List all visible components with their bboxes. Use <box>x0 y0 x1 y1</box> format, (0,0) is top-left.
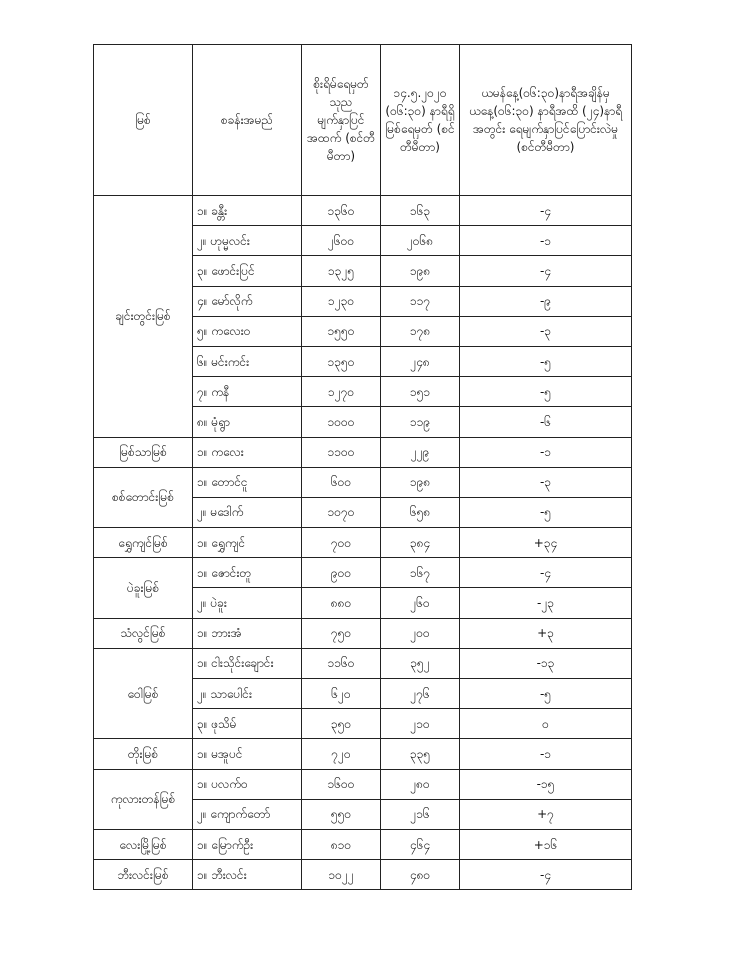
current-level-cell: ၂၈၀ <box>381 769 460 799</box>
header-current-level: ၁၄.၅.၂၀၂၀ (၀၆:၃၀) နာရီရှိ မြစ်ရေမှတ် (စင်တီမီတာ) <box>381 45 460 196</box>
current-level-cell: ၃၅၂ <box>381 648 460 678</box>
table-row <box>94 618 632 648</box>
station-cell: ၄။ မော်လိုက် <box>193 286 302 316</box>
danger-level-cell: ၁၅၅၀ <box>302 316 381 346</box>
current-level-cell: ၂၀၆၈ <box>381 226 460 256</box>
current-level-cell: ၂၇၆ <box>381 679 460 709</box>
header-row <box>94 45 632 196</box>
station-cell: ၁။ ဇောင်းတူ <box>193 558 302 588</box>
danger-level-cell: ၃၅၀ <box>302 709 381 739</box>
danger-level-cell: ၁၃၅၀ <box>302 346 381 376</box>
danger-level-cell: ၁၁၀၀ <box>302 437 381 467</box>
station-cell: ၅။ ကလေးဝ <box>193 316 302 346</box>
change-cell: -၂၃ <box>460 588 632 618</box>
river-name-cell: ဘီးလင်းမြစ် <box>94 860 193 890</box>
current-level-cell: ၁၉၈ <box>381 256 460 286</box>
danger-level-cell: ၁၆၀၀ <box>302 769 381 799</box>
danger-level-cell: ၆၀၀ <box>302 467 381 497</box>
station-cell: ၂။ ပဲခူး <box>193 588 302 618</box>
river-name-cell: ရွှေကျင်မြစ် <box>94 528 193 558</box>
river-name-cell: ကုလားတန်မြစ် <box>94 769 193 829</box>
current-level-cell: ၁၁၉ <box>381 407 460 437</box>
station-cell: ၈။ မုံရွာ <box>193 407 302 437</box>
table-row <box>94 648 632 678</box>
table-row <box>94 437 632 467</box>
river-name-cell: သံလွင်မြစ် <box>94 618 193 648</box>
danger-level-cell: ၇၀၀ <box>302 528 381 558</box>
station-cell: ၃။ ဖုသိမ် <box>193 709 302 739</box>
danger-level-cell: ၇၅၀ <box>302 618 381 648</box>
table-row <box>94 196 632 226</box>
river-name-cell: ချင်းတွင်းမြစ် <box>94 196 193 438</box>
change-cell: +၁၆ <box>460 829 632 859</box>
change-cell: -၄ <box>460 256 632 286</box>
danger-level-cell: ၅၅၀ <box>302 799 381 829</box>
header-station: စခန်းအမည် <box>193 45 302 196</box>
station-cell: ၁။ ကလေး <box>193 437 302 467</box>
change-cell: -၄ <box>460 558 632 588</box>
river-name-cell: စစ်တောင်းမြစ် <box>94 467 193 527</box>
table-row <box>94 528 632 558</box>
station-cell: ၁။ ပလက်ဝ <box>193 769 302 799</box>
change-cell: -၄ <box>460 196 632 226</box>
current-level-cell: ၁၆၃ <box>381 196 460 226</box>
danger-level-cell: ၁၀၂၂ <box>302 860 381 890</box>
header-danger-level: စိုးရိမ်ရေမှတ် သုည မျက်နှာပြင် အထက် (စင်တီမီတာ) <box>302 45 381 196</box>
change-cell: -၁ <box>460 437 632 467</box>
station-cell: ၁။ တောင်ငူ <box>193 467 302 497</box>
station-cell: ၁။ ငါးသိုင်းချောင်း <box>193 648 302 678</box>
danger-level-cell: ၁၂၃၀ <box>302 286 381 316</box>
current-level-cell: ၂၂၉ <box>381 437 460 467</box>
station-cell: ၃။ ဖောင်းပြင် <box>193 256 302 286</box>
station-cell: ၁။ ရွှေကျင် <box>193 528 302 558</box>
change-cell: ၀ <box>460 709 632 739</box>
current-level-cell: ၁၅၁ <box>381 377 460 407</box>
danger-level-cell: ၁၂၇၀ <box>302 377 381 407</box>
change-cell: -၁၃ <box>460 648 632 678</box>
table-body <box>94 196 632 890</box>
change-cell: -၆ <box>460 407 632 437</box>
current-level-cell: ၁၁၇ <box>381 286 460 316</box>
station-cell: ၁။ ဘီးလင်း <box>193 860 302 890</box>
table-row <box>94 467 632 497</box>
water-level-table <box>93 44 632 890</box>
current-level-cell: ၆၅၈ <box>381 497 460 527</box>
change-cell: -၅ <box>460 497 632 527</box>
danger-level-cell: ၁၃၂၅ <box>302 256 381 286</box>
current-level-cell: ၂၄၈ <box>381 346 460 376</box>
change-cell: -၁ <box>460 226 632 256</box>
river-name-cell: တိုးမြစ် <box>94 739 193 769</box>
danger-level-cell: ၆၂၀ <box>302 679 381 709</box>
station-cell: ၁။ ဘားအံ <box>193 618 302 648</box>
current-level-cell: ၁၆၇ <box>381 558 460 588</box>
change-cell: -၃ <box>460 467 632 497</box>
current-level-cell: ၄၆၄ <box>381 829 460 859</box>
danger-level-cell: ၂၆၀၀ <box>302 226 381 256</box>
current-level-cell: ၂၁၆ <box>381 799 460 829</box>
current-level-cell: ၃၈၄ <box>381 528 460 558</box>
river-name-cell: လေးမြို့မြစ် <box>94 829 193 859</box>
river-name-cell: မြစ်သာမြစ် <box>94 437 193 467</box>
danger-level-cell: ၁၁၆၀ <box>302 648 381 678</box>
station-cell: ၁။ မြောက်ဦး <box>193 829 302 859</box>
current-level-cell: ၂၆၀ <box>381 588 460 618</box>
station-cell: ၁။ ခန္တီး <box>193 196 302 226</box>
change-cell: +၃၄ <box>460 528 632 558</box>
change-cell: +၇ <box>460 799 632 829</box>
danger-level-cell: ၇၂၀ <box>302 739 381 769</box>
danger-level-cell: ၁၀၇၀ <box>302 497 381 527</box>
danger-level-cell: ၁၀၀၀ <box>302 407 381 437</box>
current-level-cell: ၂၁၀ <box>381 709 460 739</box>
header-24h-change: ယမန်နေ့(၀၆:၃၀)နာရီအချိန်မှ ယနေ့(၀၆:၃၀) နာရီအထိ (၂၄)နာရီအတွင်း ရေမျက်နှာပြင်ပြောင်းလဲမှု (စင်တီမီတာ) <box>460 45 632 196</box>
river-name-cell: ဝေါမြစ် <box>94 648 193 739</box>
danger-level-cell: ၁၃၆၀ <box>302 196 381 226</box>
change-cell: -၁ <box>460 739 632 769</box>
table-row <box>94 860 632 890</box>
change-cell: -၁၅ <box>460 769 632 799</box>
table-row <box>94 739 632 769</box>
station-cell: ၆။ မင်းကင်း <box>193 346 302 376</box>
station-cell: ၁။ မအူပင် <box>193 739 302 769</box>
danger-level-cell: ၈၁၀ <box>302 829 381 859</box>
table-row <box>94 829 632 859</box>
river-name-cell: ပဲခူးမြစ် <box>94 558 193 618</box>
station-cell: ၂။ သာပေါင်း <box>193 679 302 709</box>
change-cell: -၃ <box>460 316 632 346</box>
table-row <box>94 558 632 588</box>
current-level-cell: ၁၉၈ <box>381 467 460 497</box>
station-cell: ၂။ ကျောက်တော် <box>193 799 302 829</box>
current-level-cell: ၁၇၈ <box>381 316 460 346</box>
change-cell: +၃ <box>460 618 632 648</box>
danger-level-cell: ၉၀၀ <box>302 558 381 588</box>
change-cell: -၅ <box>460 679 632 709</box>
station-cell: ၂။ ဟုမ္မလင်း <box>193 226 302 256</box>
current-level-cell: ၄၈၀ <box>381 860 460 890</box>
station-cell: ၇။ ကနီ <box>193 377 302 407</box>
table-row <box>94 769 632 799</box>
current-level-cell: ၂၀၀ <box>381 618 460 648</box>
current-level-cell: ၃၃၅ <box>381 739 460 769</box>
station-cell: ၂။ မဒေါက် <box>193 497 302 527</box>
change-cell: -၄ <box>460 860 632 890</box>
change-cell: -၅ <box>460 346 632 376</box>
header-river: မြစ် <box>94 45 193 196</box>
change-cell: -၉ <box>460 286 632 316</box>
change-cell: -၅ <box>460 377 632 407</box>
danger-level-cell: ၈၈၀ <box>302 588 381 618</box>
